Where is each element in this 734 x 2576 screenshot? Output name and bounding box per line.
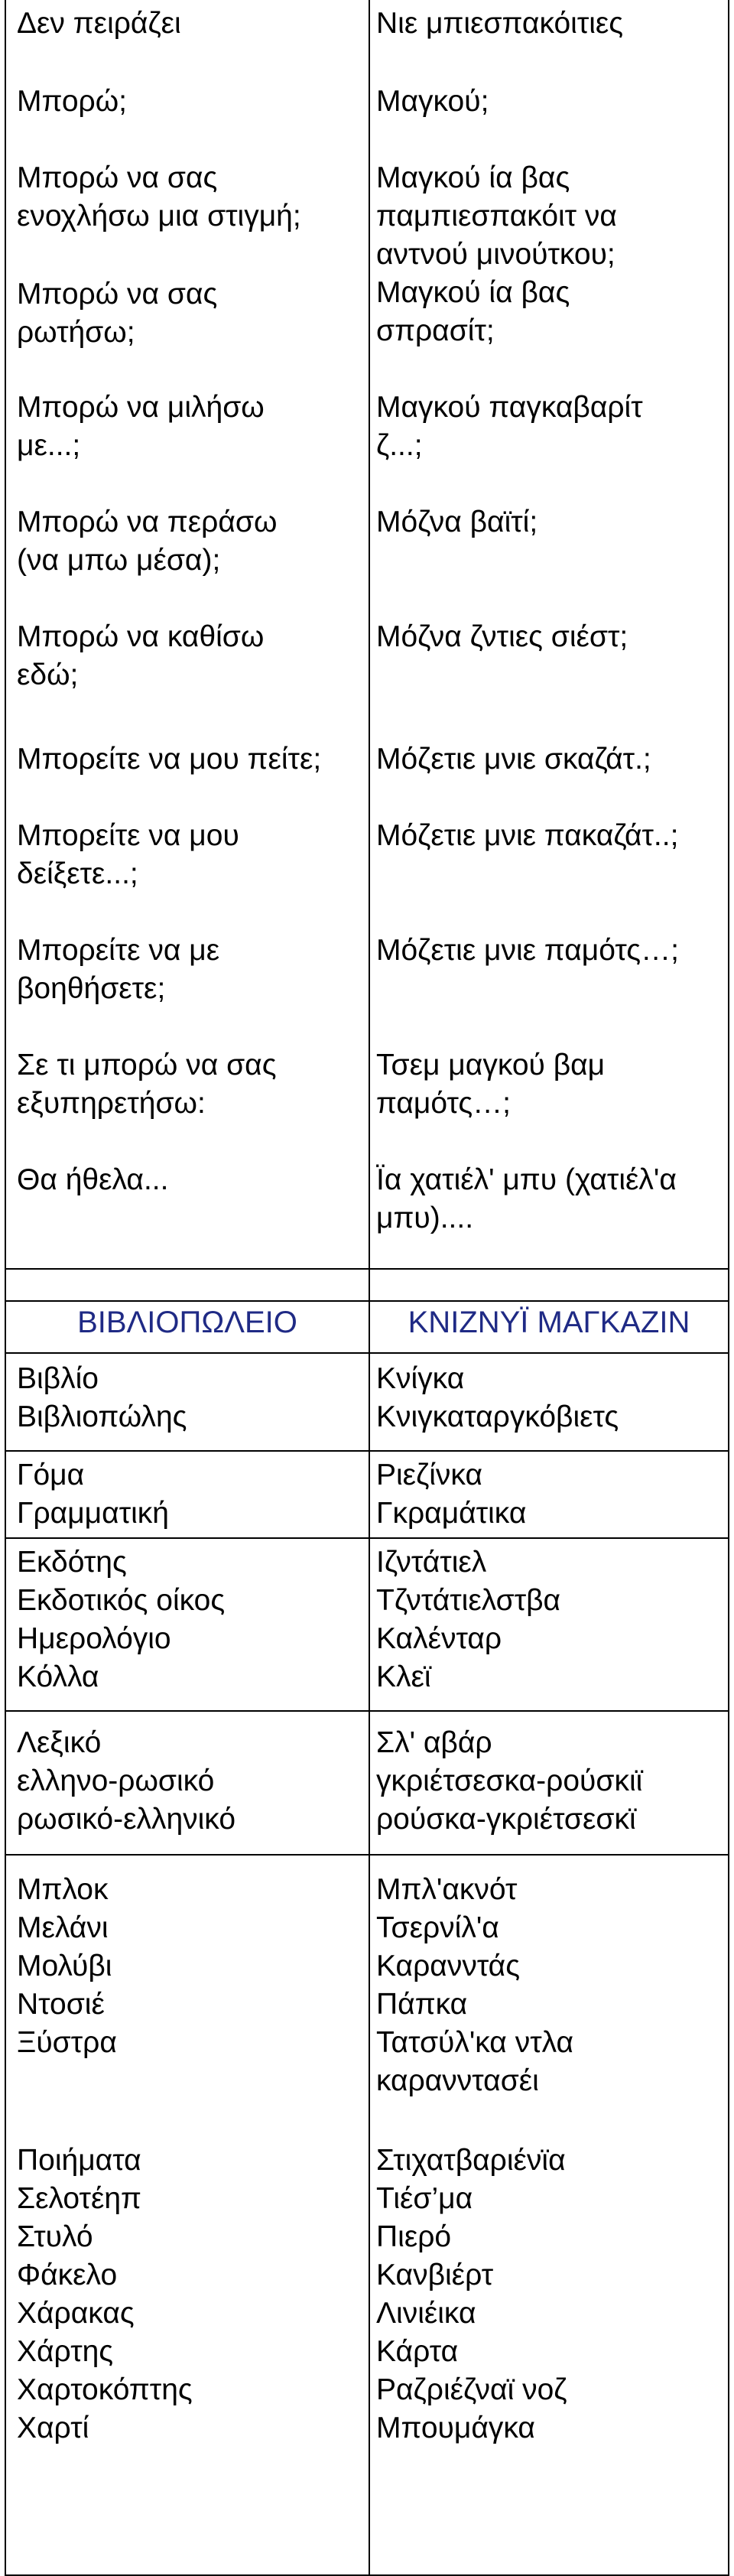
vocab-greek: Μπλοκ Μελάνι Μολύβι Ντοσιέ Ξύστρα	[17, 1873, 117, 2059]
phrase-greek: Σε τι μπορώ να σας εξυπηρετήσω:	[17, 1049, 277, 1120]
vocab-greek: Ποιήματα Σελοτέηπ Στυλό Φάκελο Χάρακας Χάρτης Χαρτοκόπτης Χαρτί	[17, 2144, 193, 2444]
phrase-translit: Μαγκού ία βας παμπιεσπακόιτ να αντνού μινούτκου; Μαγκού ία βας σπρασίτ;	[376, 161, 617, 347]
vocab-greek: Βιβλίο Βιβλιοπώλης	[17, 1362, 187, 1433]
phrase-greek: Μπορώ να μιλήσω με...;	[17, 391, 265, 462]
phrase-greek: Μπορώ να καθίσω εδώ;	[17, 620, 265, 691]
section-heading-greek: ΒΙΒΛΙΟΠΩΛΕΙΟ	[77, 1306, 297, 1339]
vocab-translit: Κνίγκα Κνιγκαταργκόβιετς	[376, 1362, 619, 1433]
phrase-greek: Δεν πειράζει	[17, 7, 181, 40]
vocab-greek: Γόμα Γραμματική	[17, 1459, 169, 1530]
row-separator	[6, 1854, 728, 1856]
phrase-greek: Μπορώ να σας ρωτήσω;	[17, 278, 218, 349]
section-heading-translit: ΚΝΙΖΝΥΪ ΜΑΓΚΑΖΙΝ	[408, 1306, 690, 1339]
phrase-greek: Μπορείτε να μου δείξετε...;	[17, 819, 239, 890]
vocab-translit: Σλ' αβάρ γκριέτσεσκα-ρούσκιϊ ρούσκα-γκριέτσεσκϊ	[376, 1726, 643, 1836]
row-separator	[6, 1352, 728, 1354]
vocab-translit: Ιζντάτιελ Τζντάτιελστβα Καλένταρ Κλεϊ	[376, 1546, 561, 1693]
phrase-greek: Μπορείτε να μου πείτε;	[17, 743, 322, 776]
vocab-translit: Μπλ'ακνότ Τσερνίλ'α Καρανντάς Πάπκα Τατσύλ'κα ντλα καρανντασέι	[376, 1873, 574, 2097]
phrase-translit: Μόζετιε μνιε παμότς…;	[376, 934, 679, 967]
phrase-greek: Μπορείτε να με βοηθήσετε;	[17, 934, 220, 1005]
phrase-translit: Μόζνα βαϊτί;	[376, 506, 538, 538]
phrase-translit: Νιε μπιεσπακόιτιες	[376, 7, 624, 40]
vocab-translit: Στιχατβαριένϊα Τιέσ’μα Πιερό Κανβιέρτ Λινιέικα Κάρτα Ραζριέζναϊ νοζ Μπουμάγκα	[376, 2144, 567, 2444]
phrase-greek: Μπορώ;	[17, 85, 128, 118]
row-separator	[6, 1300, 728, 1302]
phrase-translit: Μαγκού;	[376, 85, 489, 118]
phrase-translit: Μόζνα ζντιες σιέστ;	[376, 620, 628, 653]
row-separator	[6, 1710, 728, 1712]
vocab-translit: Ριεζίνκα Γκραμάτικα	[376, 1459, 527, 1530]
row-separator	[6, 1537, 728, 1539]
phrase-translit: Ϊα χατιέλ' μπυ (χατιέλ'α μπυ)....	[376, 1163, 677, 1234]
phrase-translit: Μόζετιε μνιε σκαζάτ.;	[376, 743, 651, 776]
column-divider	[369, 0, 370, 2574]
phrase-translit: Μαγκού παγκαβαρίτ ζ...;	[376, 391, 643, 462]
phrase-greek: Θα ήθελα...	[17, 1163, 169, 1196]
phrase-greek: Μπορώ να περάσω (να μπω μέσα);	[17, 506, 278, 577]
phrase-greek: Μπορώ να σας ενοχλήσω μια στιγμή;	[17, 161, 301, 233]
phrase-translit: Τσεμ μαγκού βαμ παμότς…;	[376, 1049, 606, 1120]
vocab-greek: Λεξικό ελληνο-ρωσικό ρωσικό-ελληνικό	[17, 1726, 236, 1836]
row-separator	[6, 1268, 728, 1270]
row-separator	[6, 1450, 728, 1452]
phrase-translit: Μόζετιε μνιε πακαζάτ..;	[376, 819, 679, 852]
vocab-greek: Εκδότης Εκδοτικός οίκος Ημερολόγιο Κόλλα	[17, 1546, 226, 1693]
phrasebook-table	[5, 0, 729, 2576]
